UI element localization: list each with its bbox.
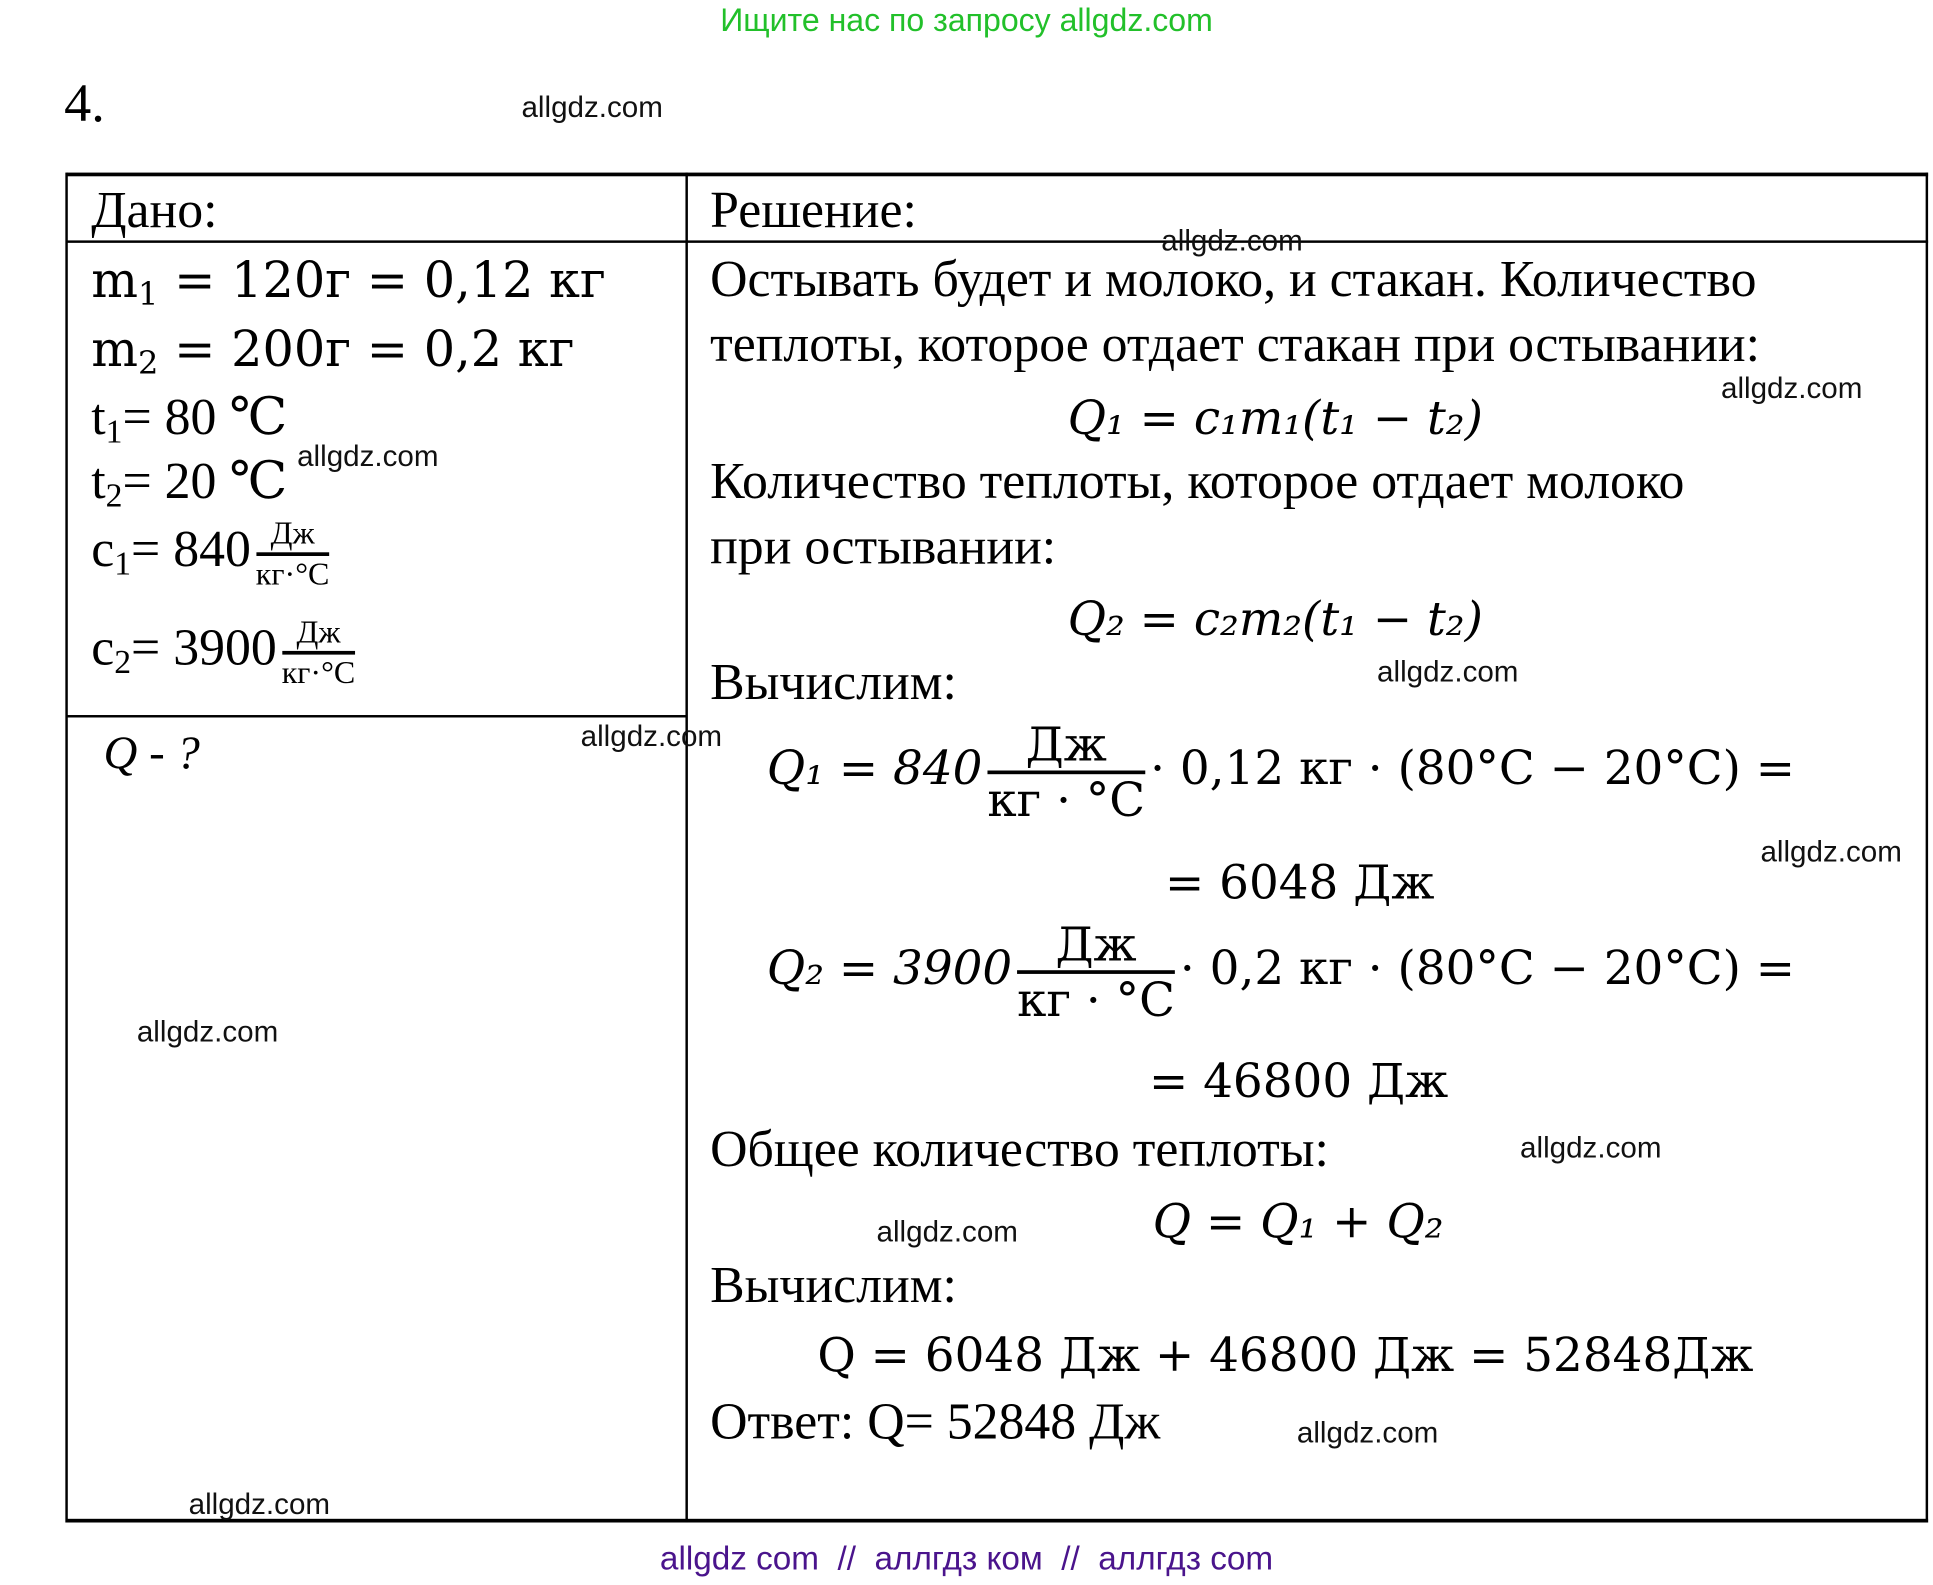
watermark[interactable]: allgdz.com	[1377, 655, 1519, 690]
calc-q1-result: = 6048 Дж	[1164, 855, 1435, 910]
solution-header: Решение:	[710, 182, 917, 240]
watermark[interactable]: allgdz.com	[580, 719, 723, 754]
watermark[interactable]: allgdz.com	[188, 1487, 331, 1522]
answer: Ответ: Q= 52848 Дж	[710, 1394, 1161, 1452]
calc-q2: Q₂ = 3900 $\frac{Дж}{кг \cdot ^\circ C}$ · 0,2 кг · (80°C − 20°C) =	[766, 917, 1796, 1027]
calc-q1: Q₁ = 840 $\frac{Дж}{кг \cdot ^\circ C}$ · 0,12 кг · (80°C − 20°C) =	[766, 717, 1796, 828]
given-t1: $t_1= 80$ ℃	[91, 389, 288, 450]
watermark[interactable]: allgdz.com	[1720, 372, 1863, 406]
watermark[interactable]: allgdz.com	[1520, 1131, 1662, 1165]
table-divider	[685, 173, 687, 1523]
given-c1: $c_1= 840$ $\frac{Дж}{кг\cdot^\circ C}$	[91, 515, 330, 592]
watermark[interactable]: allgdz.com	[1760, 835, 1902, 870]
given-t2: $t_2= 20$ ℃	[91, 453, 288, 514]
solution-line-3: Количество теплоты, которое отдает молоко	[710, 453, 1685, 511]
footer-links[interactable]: allgdz com // аллгдз ком // аллгдз com	[659, 1539, 1274, 1577]
formula-q2: Q₂ = c₂m₂(t₁ − t₂)	[1067, 591, 1483, 646]
formula-total: Q = Q₁ + Q₂	[1152, 1194, 1444, 1249]
watermark[interactable]: allgdz.com	[136, 1015, 279, 1050]
given-c2: $c_2= 3900$ $\frac{Дж}{кг\cdot^\circ C}$	[91, 613, 356, 691]
table-border-right	[1926, 173, 1928, 1523]
calc-q2-result: = 46800 Дж	[1148, 1054, 1449, 1109]
given-find: Q - ?	[103, 727, 200, 780]
given-m2: $m_2 = 200г = 0,2$ кг	[91, 321, 575, 383]
compute-label-1: Вычислим:	[710, 654, 957, 712]
table-border-left	[65, 173, 67, 1523]
given-find-divider	[67, 715, 687, 717]
given-header: Дано:	[91, 182, 218, 240]
header-divider	[67, 240, 1929, 242]
formula-q1: Q₁ = c₁m₁(t₁ − t₂)	[1067, 390, 1483, 446]
table-border-bottom	[67, 1519, 1929, 1523]
watermark[interactable]: allgdz.com	[1296, 1416, 1439, 1450]
header-banner[interactable]: Ищите нас по запросу allgdz.com	[720, 1, 1213, 39]
table-border-top	[67, 173, 1929, 177]
problem-number: 4.	[64, 72, 105, 134]
watermark[interactable]: allgdz.com	[521, 91, 663, 125]
calc-total: Q = 6048 Дж + 46800 Дж = 52848Дж	[817, 1327, 1754, 1382]
solution-line-4: при остывании:	[710, 519, 1057, 576]
total-label: Общее количество теплоты:	[710, 1121, 1329, 1179]
watermark[interactable]: allgdz.com	[297, 440, 439, 474]
solution-line-1: Остывать будет и молоко, и стакан. Количество	[710, 251, 1757, 309]
watermark[interactable]: allgdz.com	[1161, 224, 1303, 258]
given-m1: $m_1 = 120г = 0,12$ кг	[91, 252, 606, 314]
compute-label-2: Вычислим:	[710, 1257, 957, 1315]
solution-line-2: теплоты, которое отдает стакан при остывании:	[710, 316, 1761, 374]
watermark[interactable]: allgdz.com	[876, 1215, 1018, 1249]
